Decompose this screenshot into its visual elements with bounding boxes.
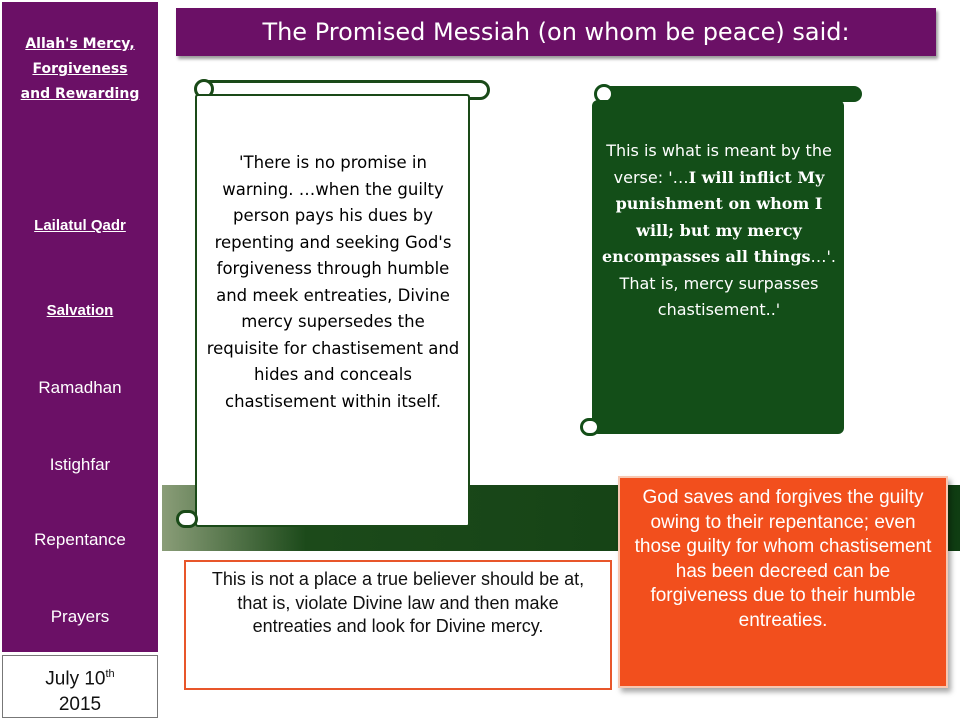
sidebar-item-ramadhan[interactable]: Ramadhan xyxy=(38,378,122,397)
quote-verse-emphasis: I will inflict My punishment on whom I will; but my mercy encompasses all things xyxy=(602,167,825,266)
quote-verse-lead: This is what is meant by the verse: '… xyxy=(606,141,832,187)
page-title: The Promised Messiah (on whom be peace) said: xyxy=(176,8,936,56)
quote-verse xyxy=(600,138,838,324)
date-year: 2015 xyxy=(58,694,102,716)
scroll-right-bottom-curl xyxy=(580,418,600,436)
sidebar-item-istighfar[interactable]: Istighfar xyxy=(49,455,111,474)
sidebar-link-allahs-mercy[interactable]: Allah's Mercy, Forgiveness and Rewarding xyxy=(20,36,140,102)
sidebar-link-salvation[interactable]: Salvation xyxy=(46,302,114,319)
date-month-day: July 10 xyxy=(45,668,106,690)
sidebar-item-prayers[interactable]: Prayers xyxy=(50,607,110,626)
quote-verse-tail: …'. That is, mercy surpasses chastisement..' xyxy=(619,247,836,319)
date-box xyxy=(2,655,158,718)
quote-warning: 'There is no promise in warning. …when the guilty person pays his dues by repenting and seeking God's forgiveness through humble and meek entreaties, Divine mercy supersedes the requisite for chastisement and hides and conceals chastisement within itself. xyxy=(206,153,460,411)
sidebar-item-repentance[interactable]: Repentance xyxy=(34,530,126,549)
forgiveness-note: God saves and forgives the guilty owing to their repentance; even those guilty for whom chastisement has been decreed can be forgiveness due to their humble entreaties. xyxy=(618,476,948,688)
date-suffix: th xyxy=(105,668,115,680)
sidebar-link-lailatul-qadr[interactable]: Lailatul Qadr xyxy=(34,217,126,234)
sidebar xyxy=(2,2,158,652)
scroll-left-bottom-curl xyxy=(176,510,198,528)
believer-note: This is not a place a true believer should be at, that is, violate Divine law and then make entreaties and look for Divine mercy. xyxy=(184,560,612,690)
